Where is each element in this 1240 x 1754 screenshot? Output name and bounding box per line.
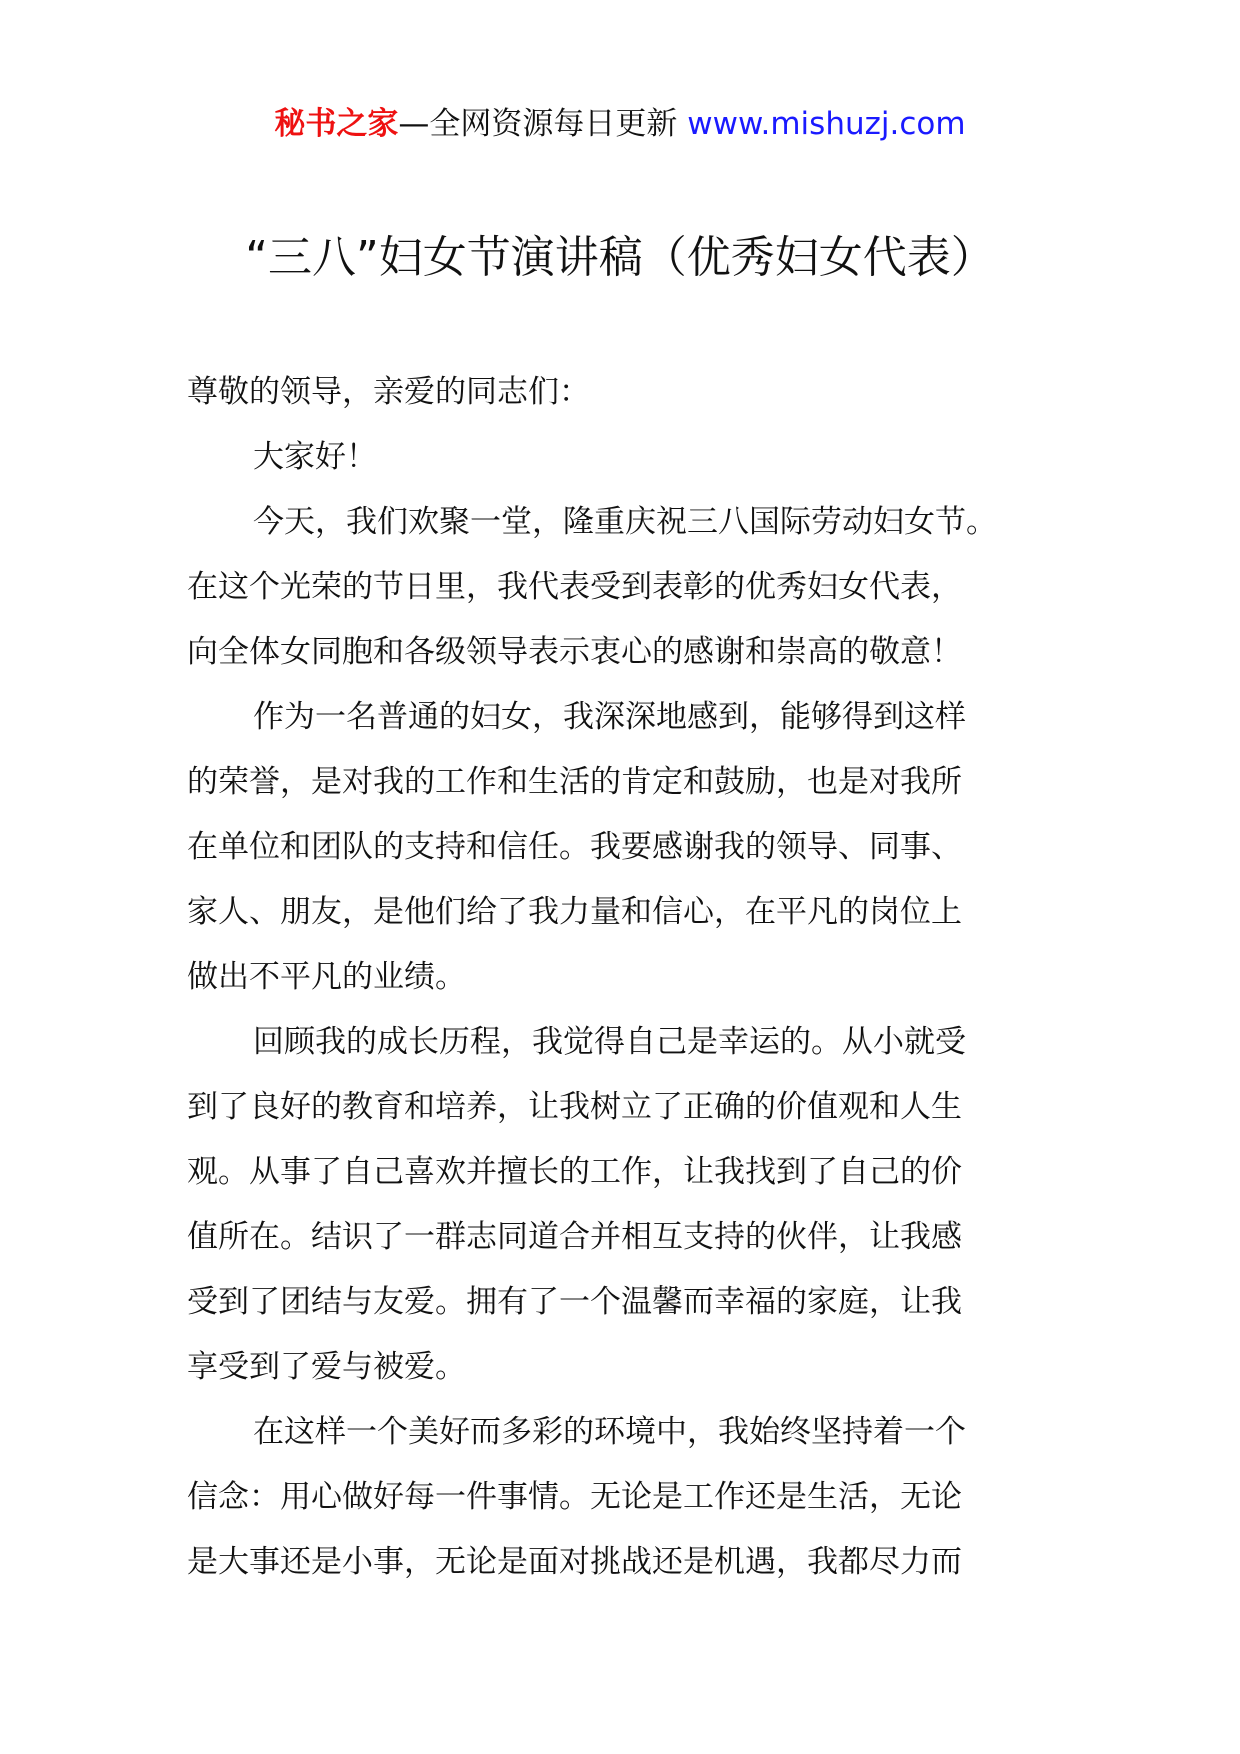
body-line: 回顾我的成长历程，我觉得自己是幸运的。从小就受 (253, 1024, 966, 1060)
body-line: 享受到了爱与被爱。 (187, 1349, 466, 1385)
site-url-link[interactable]: www.mishuzj.com (687, 106, 966, 142)
body-line: 值所在。结识了一群志同道合并相互支持的伙伴，让我感 (187, 1219, 962, 1255)
body-line: 在这样一个美好而多彩的环境中，我始终坚持着一个 (253, 1414, 966, 1450)
body-line: 信念：用心做好每一件事情。无论是工作还是生活，无论 (187, 1479, 962, 1515)
header-tagline: —全网资源每日更新 (398, 106, 688, 142)
body-line: 到了良好的教育和培养，让我树立了正确的价值观和人生 (187, 1089, 962, 1125)
salutation-line: 尊敬的领导，亲爱的同志们： (187, 374, 590, 410)
body-line: 受到了团结与友爱。拥有了一个温馨而幸福的家庭，让我 (187, 1284, 962, 1320)
speech-body (187, 360, 1067, 1595)
body-line: 大家好！ (253, 439, 377, 475)
body-line: 做出不平凡的业绩。 (187, 959, 466, 995)
body-line: 在单位和团队的支持和信任。我要感谢我的领导、同事、 (187, 829, 962, 865)
site-header (0, 100, 1240, 148)
body-line: 家人、朋友，是他们给了我力量和信心，在平凡的岗位上 (187, 894, 962, 930)
body-line: 的荣誉，是对我的工作和生活的肯定和鼓励，也是对我所 (187, 764, 962, 800)
body-line: 在这个光荣的节日里，我代表受到表彰的优秀妇女代表， (187, 569, 962, 605)
body-line: 向全体女同胞和各级领导表示衷心的感谢和崇高的敬意！ (187, 634, 962, 670)
body-line: 观。从事了自己喜欢并擅长的工作，让我找到了自己的价 (187, 1154, 962, 1190)
brand-name: 秘书之家 (274, 106, 399, 142)
body-line: 是大事还是小事，无论是面对挑战还是机遇，我都尽力而 (187, 1544, 962, 1580)
body-line: 作为一名普通的妇女，我深深地感到，能够得到这样 (253, 699, 966, 735)
body-line: 今天，我们欢聚一堂，隆重庆祝三八国际劳动妇女节。 (253, 504, 997, 540)
page-title: “三八”妇女节演讲稿（优秀妇女代表） (245, 232, 995, 283)
